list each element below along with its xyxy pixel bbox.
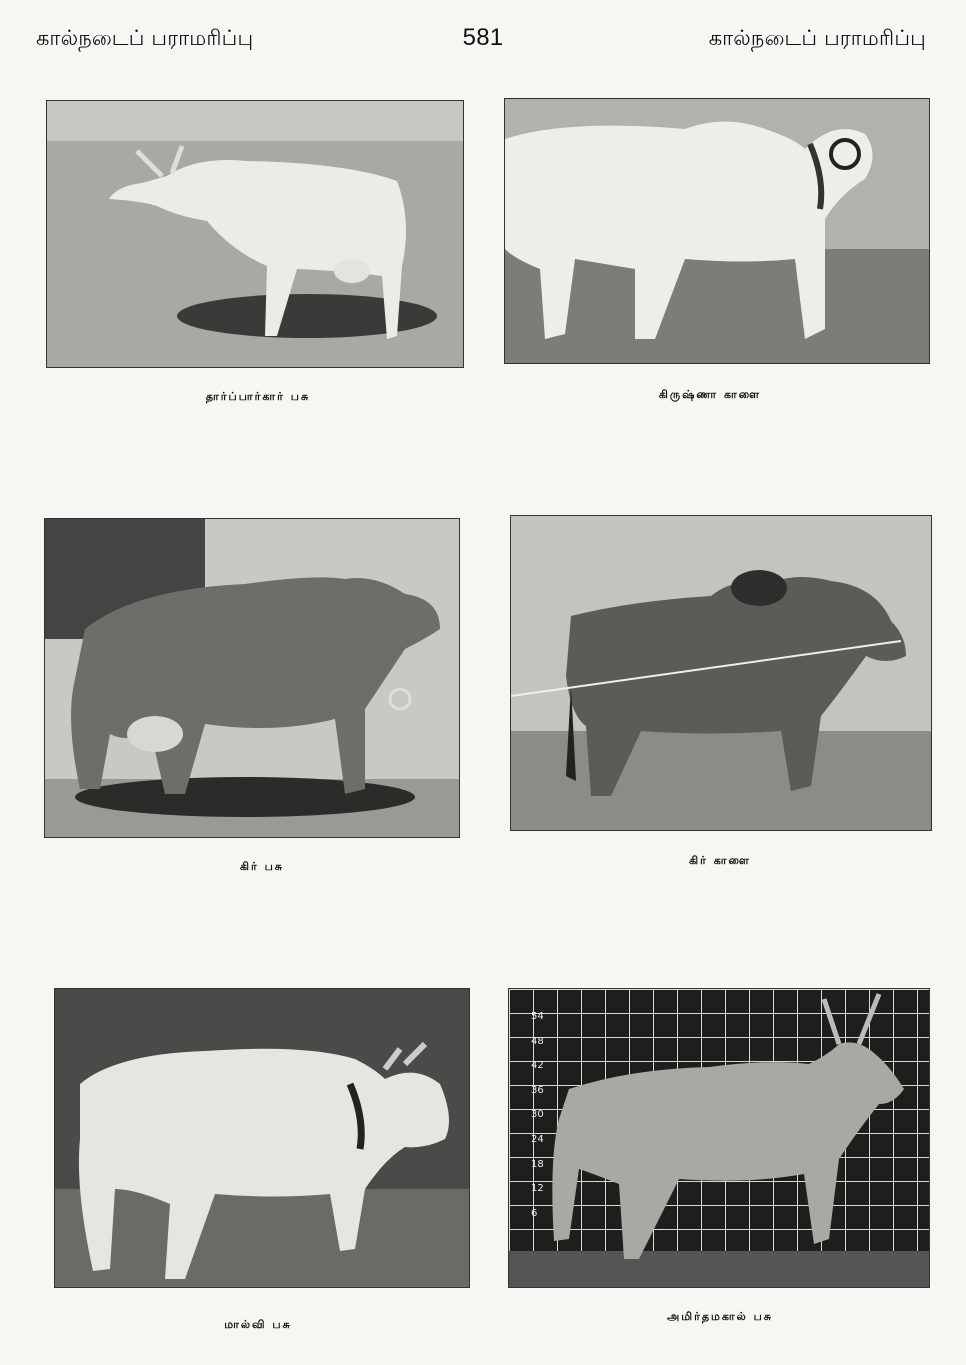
scale-label: 24 [531, 1133, 544, 1145]
scale-label: 30 [531, 1109, 544, 1121]
page-number: 581 [462, 24, 504, 51]
caption-gir-bull: கிர் காளை [689, 854, 751, 867]
caption-gir-cow: கிர் பசு [240, 860, 284, 873]
cow-photo-icon [509, 989, 929, 1287]
cow-photo-icon [55, 989, 469, 1287]
scale-label: 54 [531, 1011, 544, 1022]
measurement-scale [531, 1005, 544, 1226]
caption-amritmahal-cow: அமிர்தமகால் பசு [667, 1310, 773, 1323]
caption-malvi-cow: மால்வி பசு [224, 1318, 292, 1331]
running-head-left: கால்நடைப் பராமரிப்பு [36, 26, 254, 50]
caption-tharparkar-cow: தார்ப்பார்கார் பசு [205, 390, 311, 403]
caption-krishna-bull: கிருஷ்ணா காளை [658, 388, 762, 401]
photo-gir-bull [510, 515, 932, 831]
bull-photo-icon [505, 99, 929, 363]
photo-gir-cow [44, 518, 460, 838]
scale-label: 48 [531, 1035, 544, 1047]
scale-label: 36 [531, 1084, 544, 1096]
cow-photo-icon [45, 519, 459, 837]
scale-label: 42 [531, 1060, 544, 1072]
scale-label: 12 [531, 1183, 544, 1195]
photo-malvi-cow [54, 988, 470, 1288]
photo-amritmahal-cow [508, 988, 930, 1288]
cow-photo-icon [47, 101, 463, 367]
running-head-right: கால்நடைப் பராமரிப்பு [708, 26, 926, 50]
scale-label: 18 [531, 1158, 544, 1170]
bull-photo-icon [511, 516, 931, 830]
photo-krishna-bull [504, 98, 930, 364]
scale-label: 6 [531, 1207, 538, 1219]
photo-tharparkar-cow [46, 100, 464, 368]
